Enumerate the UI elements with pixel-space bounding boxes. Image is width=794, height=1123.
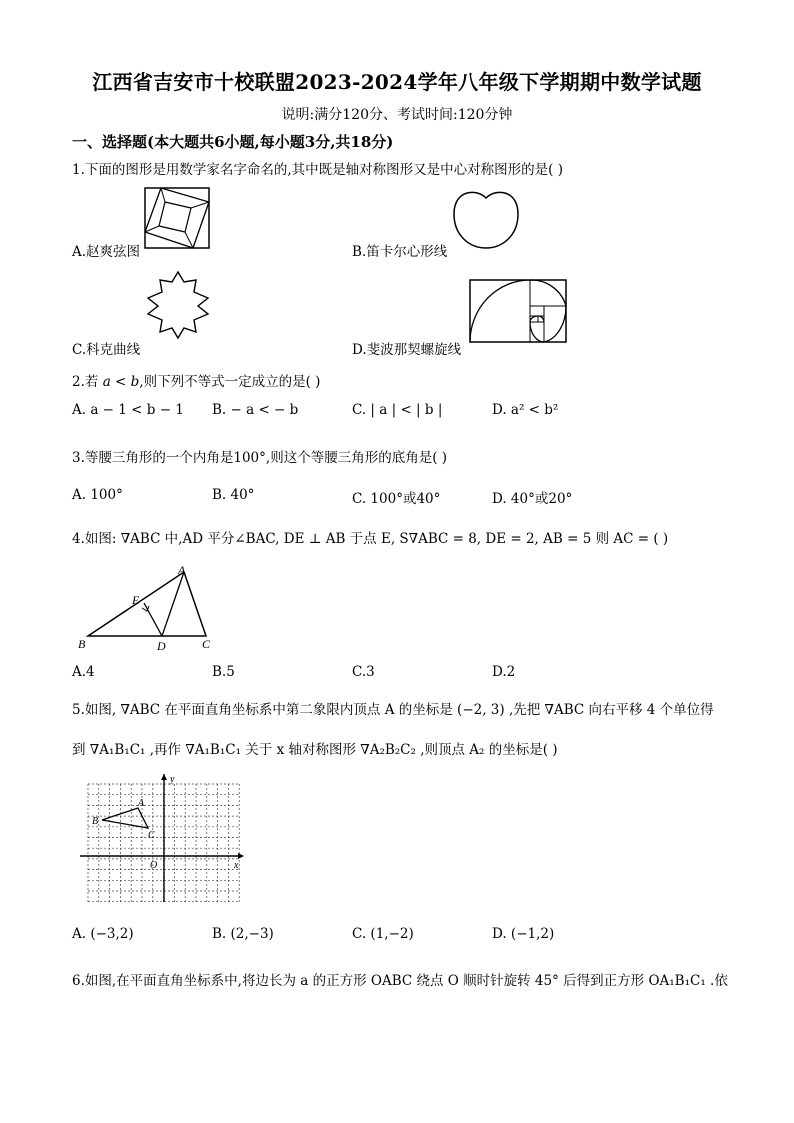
q2-option-b: B. − a < − b <box>212 402 299 418</box>
question-5-line-1: 5.如图, ∇ABC 在平面直角坐标系中第二象限内顶点 A 的坐标是 (−2, 3) ,先把 ∇ABC 向右平移 4 个单位得 <box>72 702 714 718</box>
q3-option-c: C. 100°或40° <box>352 491 441 507</box>
q5-option-d: D. (−1,2) <box>492 926 555 942</box>
label-a: A <box>138 798 145 809</box>
zhao-shuang-diagram <box>143 186 211 250</box>
q1-option-d: D.斐波那契螺旋线 <box>352 342 462 358</box>
section-heading: 一、选择题(本大题共6小题,每小题3分,共18分) <box>72 133 394 151</box>
q2-option-a: A. a − 1 < b − 1 <box>72 402 184 418</box>
question-4-stem: 4.如图: ∇ABC 中,AD 平分∠BAC, DE ⊥ AB 于点 E, S∇ABC = 8, DE = 2, AB = 5 则 AC = ( ) <box>72 531 669 547</box>
q5-option-a: A. (−3,2) <box>72 926 134 942</box>
q5-option-b: B. (2,−3) <box>212 926 274 942</box>
label-y-axis: y <box>170 774 175 785</box>
q5-option-c: C. (1,−2) <box>352 926 414 942</box>
coordinate-grid-diagram <box>78 772 244 906</box>
label-c: C <box>148 830 155 841</box>
exam-note: 说明:满分120分、考试时间:120分钟 <box>281 107 513 123</box>
label-x-axis: x <box>234 860 239 871</box>
q3-option-b: B. 40° <box>212 487 255 503</box>
q1-option-a: A.赵爽弦图 <box>72 244 141 260</box>
label-b: B <box>92 816 99 827</box>
question-2-stem: 2.若 a < b,则下列不等式一定成立的是( ) <box>72 374 321 390</box>
q3-option-a: A. 100° <box>72 487 123 503</box>
q4-option-a: A.4 <box>72 664 95 680</box>
question-3-stem: 3.等腰三角形的一个内角是100°,则这个等腰三角形的底角是( ) <box>72 450 448 466</box>
label-a: A <box>178 563 186 577</box>
q2-option-c: C. | a | < | b | <box>352 402 443 418</box>
q1-option-c: C.科克曲线 <box>72 342 141 358</box>
label-e: E <box>132 593 140 607</box>
q4-option-c: C.3 <box>352 664 375 680</box>
q2-option-d: D. a² < b² <box>492 402 559 418</box>
label-c: C <box>202 637 211 651</box>
q3-option-d: D. 40°或20° <box>492 491 573 507</box>
q4-option-b: B.5 <box>212 664 235 680</box>
question-6-stem: 6.如图,在平面直角坐标系中,将边长为 a 的正方形 OABC 绕点 O 顺时针旋转 45° 后得到正方形 OA₁B₁C₁ .依 <box>72 973 728 989</box>
cardioid-diagram <box>448 188 524 252</box>
label-b: B <box>78 637 86 651</box>
label-d: D <box>157 639 166 653</box>
q4-option-d: D.2 <box>492 664 516 680</box>
fibonacci-spiral-diagram <box>468 278 568 346</box>
question-5-line-2: 到 ∇A₁B₁C₁ ,再作 ∇A₁B₁C₁ 关于 x 轴对称图形 ∇A₂B₂C₂ ,则顶点 A₂ 的坐标是( ) <box>72 742 558 758</box>
triangle-abc-diagram <box>72 562 222 654</box>
label-origin: O <box>150 860 158 871</box>
paper-title: 江西省吉安市十校联盟2023-2024学年八年级下学期期中数学试题 <box>92 70 702 94</box>
q1-option-b: B.笛卡尔心形线 <box>352 244 448 260</box>
question-1-stem: 1.下面的图形是用数学家名字命名的,其中既是轴对称图形又是中心对称图形的是( ) <box>72 162 563 178</box>
koch-curve-diagram <box>142 270 214 340</box>
